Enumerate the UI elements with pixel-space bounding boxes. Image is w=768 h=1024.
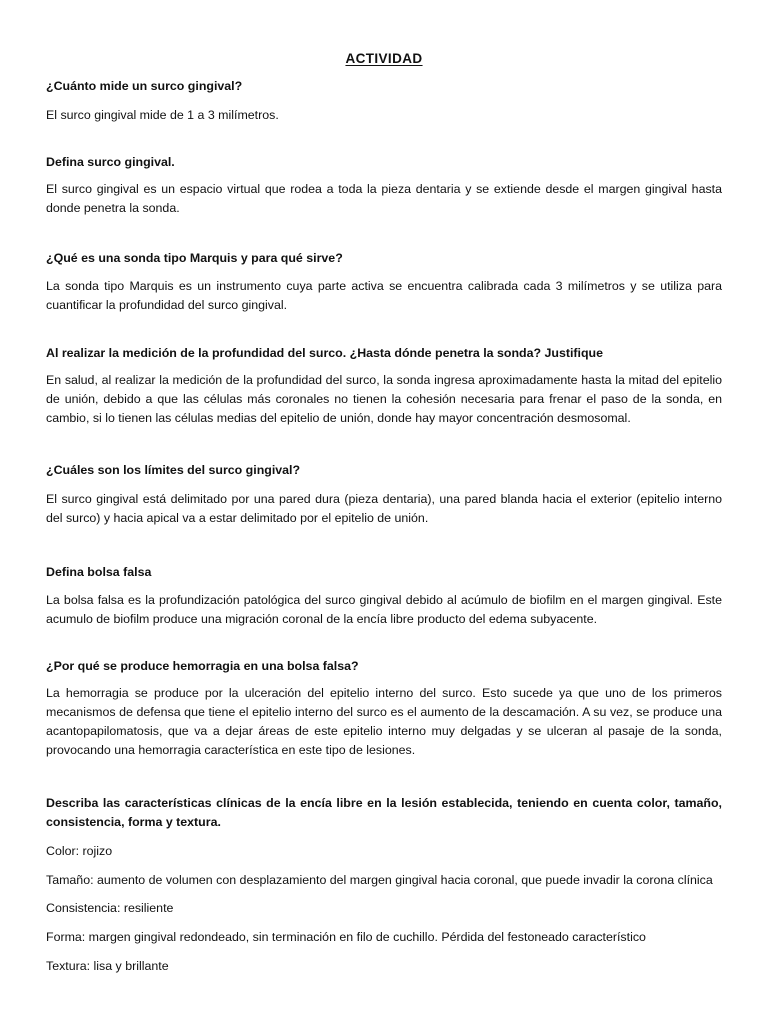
question-4: Al realizar la medición de la profundidad del surco. ¿Hasta dónde penetra la sonda? Justifique (46, 346, 603, 360)
question-7: ¿Por qué se produce hemorragia en una bolsa falsa? (46, 659, 359, 673)
answer-4: En salud, al realizar la medición de la profundidad del surco, la sonda ingresa aproximadamente hasta la mitad del epitelio de unión, debido a que las células más coronales no tienen la cohesión necesaria para frenar el paso de la sonda, en cambio, si lo tienen las células medias del epitelio de unión, donde hay mayor concentración desmosomal. (46, 373, 722, 425)
characteristic-size: Tamaño: aumento de volumen con desplazamiento del margen gingival hacia coronal, que puede invadir la corona clínica (46, 873, 713, 887)
characteristic-shape: Forma: margen gingival redondeado, sin terminación en filo de cuchillo. Pérdida del festoneado característico (46, 930, 646, 944)
characteristic-color: Color: rojizo (46, 844, 113, 858)
question-8: Describa las características clínicas de la encía libre en la lesión establecida, teniendo en cuenta color, tamaño, consistencia, forma y textura. (46, 796, 722, 829)
answer-3: La sonda tipo Marquis es un instrumento cuya parte activa se encuentra calibrada cada 3 milímetros y se utiliza para cuantificar la profundidad del surco gingival. (46, 279, 722, 312)
characteristic-consistency: Consistencia: resiliente (46, 901, 174, 915)
page-title: ACTIVIDAD (345, 51, 423, 66)
answer-6: La bolsa falsa es la profundización patológica del surco gingival debido al acúmulo de biofilm en el margen gingival. Este acumulo de biofilm produce una migración coronal de la encía libre producto del edema subyacente. (46, 593, 722, 626)
answer-1: El surco gingival mide de 1 a 3 milímetros. (46, 108, 279, 122)
question-5: ¿Cuáles son los límites del surco gingival? (46, 463, 301, 477)
question-6: Defina bolsa falsa (46, 565, 152, 579)
question-2: Defina surco gingival. (46, 155, 175, 169)
question-1: ¿Cuánto mide un surco gingival? (46, 79, 243, 93)
answer-7: La hemorragia se produce por la ulceración del epitelio interno del surco. Esto sucede ya que uno de los primeros mecanismos de defensa que tiene el epitelio interno del surco es el aumento de la descamación. A su vez, se produce una acantopapilomatosis, que va a dejar áreas de este epitelio interno muy delgadas y se ulceran al pasaje de la sonda, provocando una hemorragia característica en este tipo de lesiones. (46, 686, 722, 757)
answer-2: El surco gingival es un espacio virtual que rodea a toda la pieza dentaria y se extiende desde el margen gingival hasta donde penetra la sonda. (46, 182, 722, 215)
characteristic-texture: Textura: lisa y brillante (46, 959, 169, 973)
question-3: ¿Qué es una sonda tipo Marquis y para qué sirve? (46, 251, 343, 265)
answer-5: El surco gingival está delimitado por una pared dura (pieza dentaria), una pared blanda hacia el exterior (epitelio interno del surco) y hacia apical va a estar delimitado por el epitelio de unión. (46, 492, 722, 525)
